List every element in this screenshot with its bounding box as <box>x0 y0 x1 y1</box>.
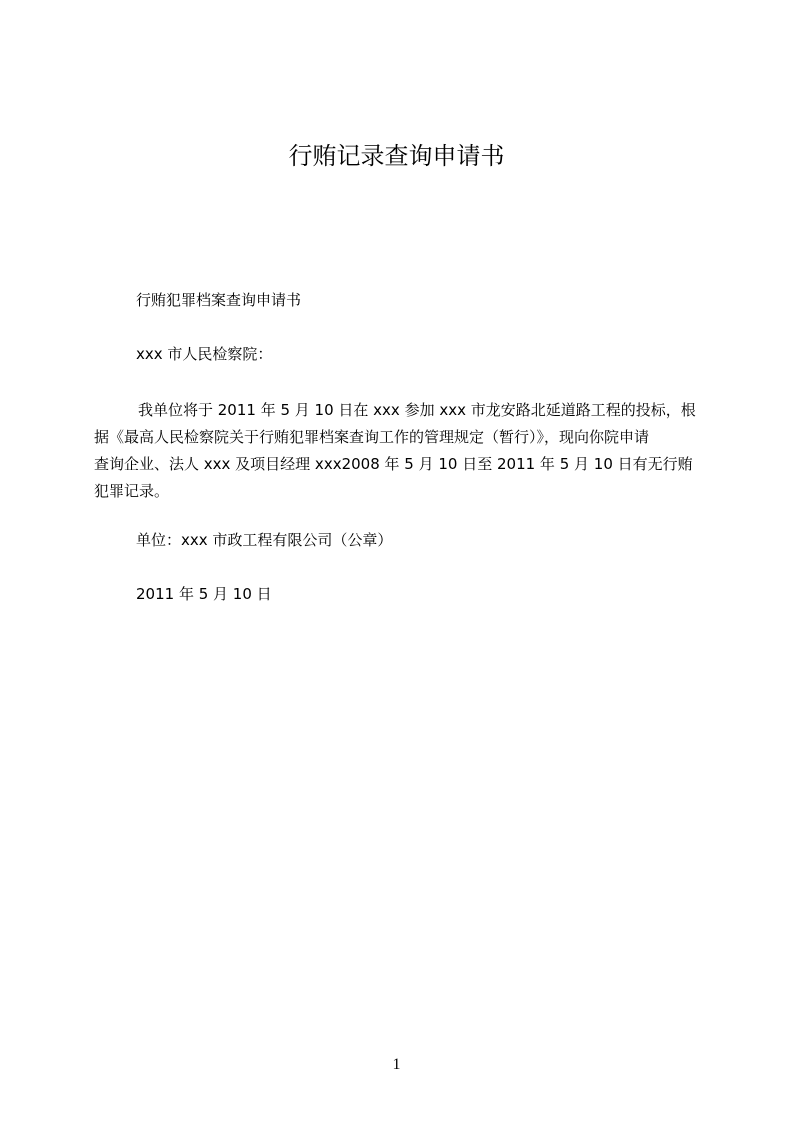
addressee: xxx 市人民检察院： <box>136 345 273 363</box>
document-title: 行贿记录查询申请书 <box>288 142 505 170</box>
body-line: 查询企业、法人 xxx 及项目经理 xxx2008 年 5 月 10 日至 2011 年 5 月 10 日有无行贿 <box>94 455 693 473</box>
body-line: 我单位将于 2011 年 5 月 10 日在 xxx 参加 xxx 市龙安路北延道路工程的投标，根 <box>138 401 696 419</box>
page-number: 1 <box>392 1056 401 1073</box>
body-paragraph <box>94 397 698 505</box>
signature-line: 单位：xxx 市政工程有限公司（公章） <box>136 531 393 549</box>
date-line: 2011 年 5 月 10 日 <box>136 585 272 603</box>
body-line: 犯罪记录。 <box>94 482 170 500</box>
document-subtitle: 行贿犯罪档案查询申请书 <box>136 291 302 309</box>
body-line: 据《最高人民检察院关于行贿犯罪档案查询工作的管理规定（暂行）》，现向你院申请 <box>94 428 650 446</box>
